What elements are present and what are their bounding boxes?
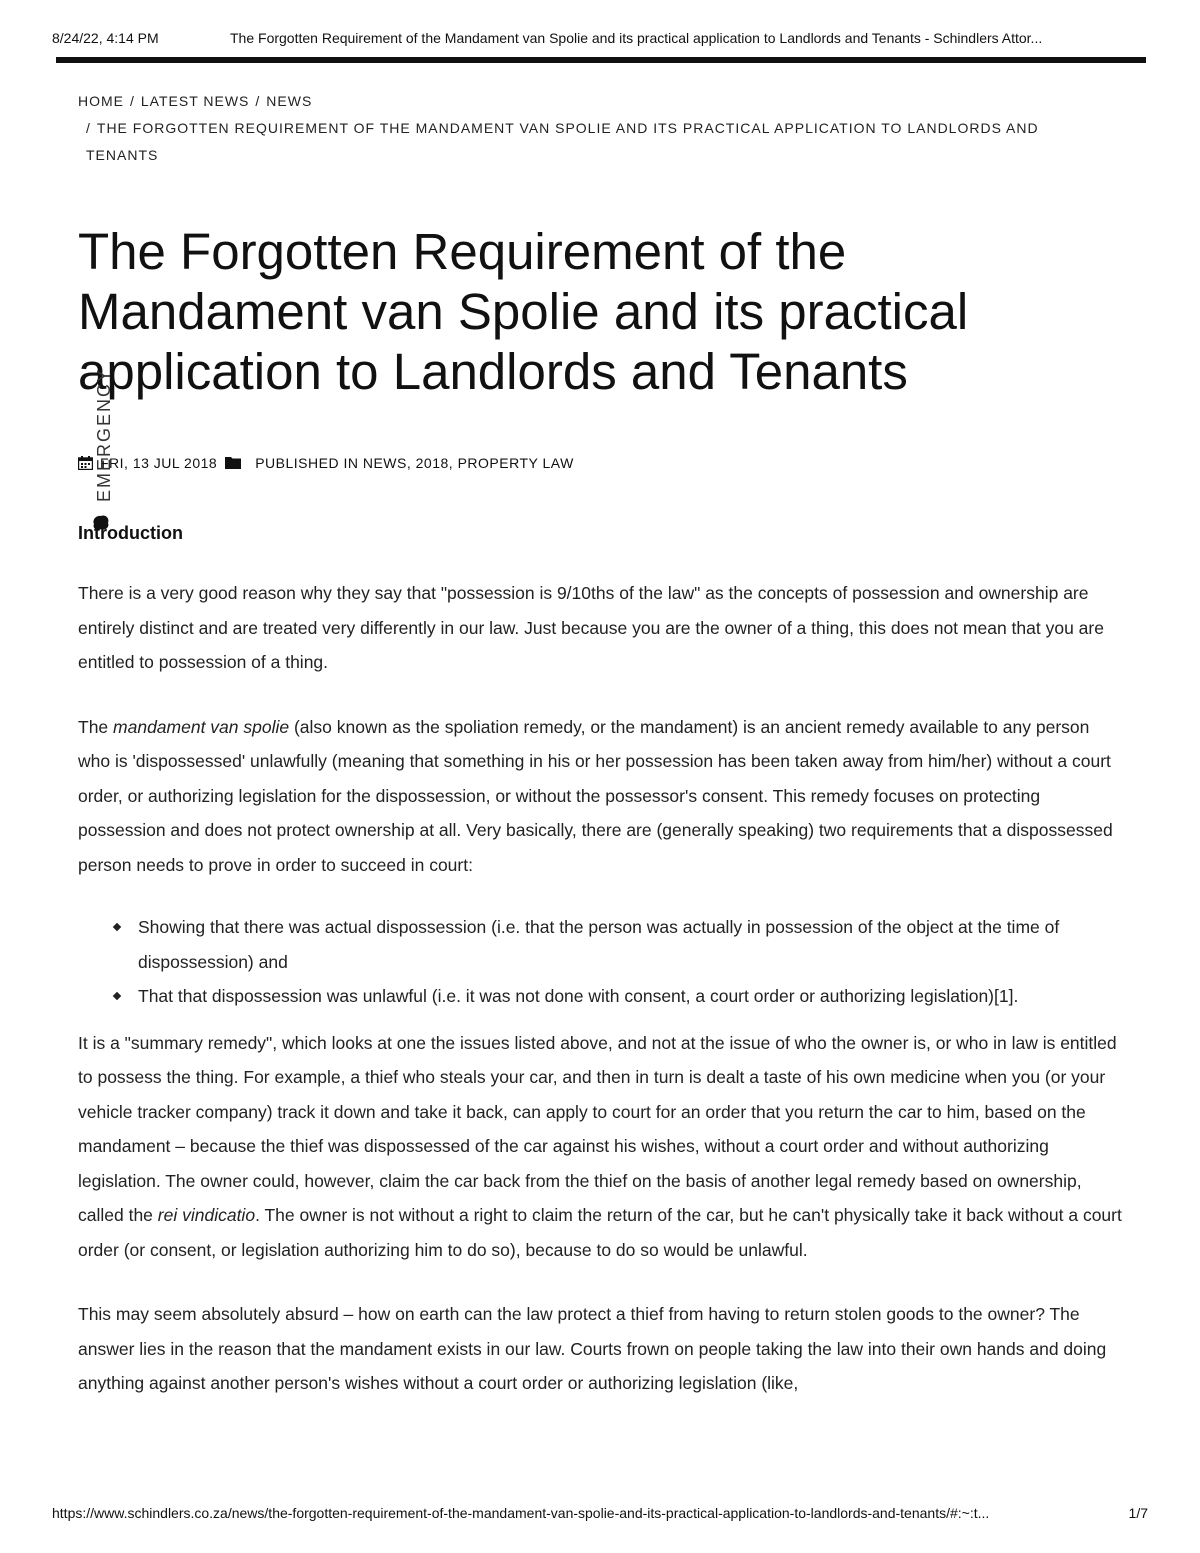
print-document-title: The Forgotten Requirement of the Mandament van Spolie and its practical application to Landlords and Tenants - Schindlers Attor...	[230, 30, 1043, 46]
calendar-icon	[78, 456, 94, 470]
breadcrumb-current: THE FORGOTTEN REQUIREMENT OF THE MANDAMENT VAN SPOLIE AND ITS PRACTICAL APPLICATION TO LANDLORDS AND TENANTS	[86, 120, 1039, 163]
page-number: 1/7	[1128, 1505, 1148, 1521]
breadcrumb-home[interactable]: HOME	[78, 93, 124, 109]
list-item: That that dispossession was unlawful (i.e. it was not done with consent, a court order or authorizing legislation)[1].	[138, 979, 1126, 1014]
emergency-label: EMERGENCY	[94, 367, 114, 502]
category-link-property-law[interactable]: PROPERTY LAW	[457, 455, 574, 471]
intro-heading: Introduction	[78, 523, 183, 543]
print-header	[52, 30, 1148, 50]
published-in-label: PUBLISHED IN	[255, 455, 359, 471]
breadcrumb	[78, 88, 1098, 169]
category-link-2018[interactable]: 2018	[415, 455, 449, 471]
print-date: 8/24/22, 4:14 PM	[52, 30, 159, 46]
folder-icon	[225, 456, 241, 470]
breadcrumb-separator: /	[86, 120, 91, 136]
article-meta: FRI, 13 JUL 2018 PUBLISHED IN NEWS , 2018 , PROPERTY LAW	[78, 455, 574, 471]
paragraph-3: It is a "summary remedy", which looks at one the issues listed above, and not at the issue of who the owner is, or who in law is entitled to possess the thing. For example, a thief who steals your car, and then in turn is dealt a taste of his own medicine when you (or your vehicle tracker company) track it down and take it back, can apply to court for an order that you return the car to him, based on the mandament – because the thief was dispossessed of the car against his wishes, without a court order and without authorizing legislation. The owner could, however, claim the car back from the thief on the basis of another legal remedy based on ownership, called the rei vindicatio. The owner is not without a right to claim the return of the car, but he can't physically take it back without a court order (or consent, or legislation authorizing him to do so), because to do so would be unlawful.	[78, 1032, 1122, 1260]
italic-term: mandament van spolie	[113, 716, 290, 737]
breadcrumb-separator: /	[255, 93, 261, 109]
header-rule	[56, 57, 1146, 63]
category-link-news[interactable]: NEWS	[362, 455, 407, 471]
requirements-list	[78, 910, 1126, 1014]
emergency-side-tab[interactable]	[86, 350, 116, 510]
article-date: FRI, 13 JUL 2018	[100, 455, 218, 471]
paragraph-1: There is a very good reason why they say that "possession is 9/10ths of the law" as the concepts of possession and ownership are entirely distinct and are treated very differently in our law. Just because you are the owner of a thing, this does not mean that you are entitled to possession of a thing.	[78, 583, 1104, 672]
paragraph-4: This may seem absolutely absurd – how on earth can the law protect a thief from having to return stolen goods to the owner? The answer lies in the reason that the mandament exists in our law. Courts frown on people taking the law into their own hands and doing anything against another person's wishes without a court order or authorizing legislation (like,	[78, 1304, 1107, 1393]
paragraph-2: The mandament van spolie (also known as the spoliation remedy, or the mandament) is an ancient remedy available to any person who is 'dispossessed' unlawfully (meaning that something in his or her possession has been taken away from him/her) without a court order, or authorizing legislation for the dispossession, or without the possessor's consent. This remedy focuses on protecting possession and does not protect ownership at all. Very basically, there are (generally speaking) two requirements that a dispossessed person needs to prove in order to succeed in court:	[78, 716, 1113, 875]
breadcrumb-separator: /	[130, 93, 135, 109]
list-item: Showing that there was actual dispossession (i.e. that the person was actually in possession of the object at the time of dispossession) and	[138, 910, 1126, 979]
article-body	[78, 520, 1126, 1431]
article-title: The Forgotten Requirement of the Mandament van Spolie and its practical application to Landlords and Tenants	[78, 223, 969, 400]
italic-term: rei vindicatio	[157, 1205, 256, 1225]
breadcrumb-latest-news[interactable]: LATEST NEWS	[140, 93, 250, 109]
print-url: https://www.schindlers.co.za/news/the-forgotten-requirement-of-the-mandament-van-spolie-and-its-practical-application-to-landlords-and-tenants/#:~:t...	[52, 1505, 990, 1521]
breadcrumb-news[interactable]: NEWS	[266, 93, 313, 109]
print-footer	[52, 1505, 1148, 1525]
